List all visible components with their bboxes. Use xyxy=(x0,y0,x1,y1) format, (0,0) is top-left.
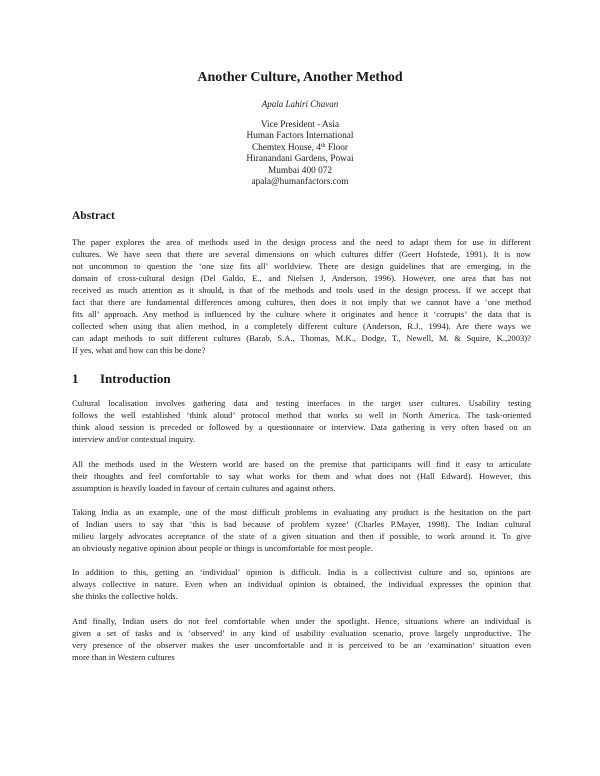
intro-paragraph-4 xyxy=(72,566,531,602)
text-line: In addition to this, getting an ‘individual’ opinion is difficult. India is a collectivist culture and so, opinions are xyxy=(72,567,531,577)
text-line: fact that there are fundamental differences among cultures, then does it not imply that we cannot have a ‘one method xyxy=(72,297,531,307)
intro-paragraph-2 xyxy=(72,458,531,494)
text-line: All the methods used in the Western world are based on the premise that participants will find it easy to articulate xyxy=(72,459,531,469)
text-line: given a set of tasks and is ‘observed’ in any kind of usability evaluation scenario, prove largely unproductive. The xyxy=(72,628,531,638)
text-line: And finally, Indian users do not feel comfortable when under the spotlight. Hence, situations where an individual is xyxy=(72,616,531,626)
affiliation-block xyxy=(0,120,600,188)
author-name: Apala Lahiri Chavan xyxy=(261,99,339,109)
text-line: domain of cross-cultural design (Del Galdo, E., and Nielsen J, Anderson, 1996). However, one area that has not xyxy=(72,273,531,283)
affiliation-email: apala@humanfactors.com xyxy=(251,177,349,188)
text-line: The paper explores the area of methods used in the design process and the need to adapt them for use in different xyxy=(72,237,531,247)
affiliation-address xyxy=(0,143,600,154)
text-line: more than in Western cultures xyxy=(72,652,175,662)
intro-paragraph-5 xyxy=(72,615,531,663)
text-line: of Indian users to say that ‘this is bad because of problem xyzee’ (Charles P.Mayer, 1998). The Indian cultural xyxy=(72,519,531,529)
text-line: very presence of the observer makes the user uncomfortable and it is perceived to be an ‘examination’ situation even xyxy=(72,640,531,650)
text-line: milieu largely advocates acceptance of the state of a given situation and then if possible, to work around it. To give xyxy=(72,531,531,541)
paper-title: Another Culture, Another Method xyxy=(197,70,403,85)
section-heading-introduction xyxy=(72,371,171,387)
text-line: collected when using that alien method, in a completely different culture (Anderson, R.J., 1994). Are there ways we xyxy=(72,321,531,331)
address-suffix: Floor xyxy=(325,142,349,153)
text-line: cultures. We have seen that there are several dimensions on which cultures differ (Geert Hofstede, 1991). It is now xyxy=(72,249,531,259)
abstract-heading: Abstract xyxy=(72,210,115,222)
affiliation-area: Hiranandani Gardens, Powai xyxy=(246,154,354,165)
text-line: always collective in nature. Even when an individual opinion is obtained, the individual expresses the opinion that xyxy=(72,579,531,589)
text-line: can adapt methods to suit different cultures (Barab, S.A., Thomas, M.K., Dodge, T., Newell, M. & Squire, K.,2003)? xyxy=(72,333,531,343)
text-line: interview and/or contextual inquiry. xyxy=(72,434,196,444)
abstract-paragraph xyxy=(72,236,531,356)
section-title: Introduction xyxy=(100,371,171,386)
affiliation-city: Mumbai 400 072 xyxy=(267,165,333,176)
affiliation-role: Vice President - Asia xyxy=(260,120,340,130)
text-line: fits all’ approach. Any method is influenced by the culture where it originates and hence it ‘corrupts’ the data that is xyxy=(72,309,531,319)
text-line: assumption is heavily loaded in favour of certain cultures and against others. xyxy=(72,483,336,493)
text-line: an obviously negative opinion about people or things is uncomfortable for most people. xyxy=(72,543,373,553)
text-line: their thoughts and feel comfortable to say what works for them and what does not (Hall Edward). However, this xyxy=(72,471,531,481)
text-line: think aloud session is preceded or followed by a questionnaire or interview. Data gathering is very often based on an xyxy=(72,422,531,432)
section-number: 1 xyxy=(72,371,79,386)
affiliation-org: Human Factors International xyxy=(246,131,354,142)
address-superscript: th xyxy=(320,142,326,149)
text-line: If yes, what and how can this be done? xyxy=(72,345,206,355)
intro-paragraph-1 xyxy=(72,397,531,445)
text-line: follows the well established ‘think aloud’ protocol method that works so well in North America. The task-oriented xyxy=(72,410,531,420)
text-line: she thinks the collective holds. xyxy=(72,591,178,601)
intro-paragraph-3 xyxy=(72,506,531,554)
text-line: Taking India as an example, one of the most difficult problems in evaluating any product is the hesitation on the part xyxy=(72,507,531,517)
address-prefix: Chemtex House, 4 xyxy=(251,142,321,153)
text-line: received as much attention as it should, is that of the methods and tools used in the design process. If we accept that xyxy=(72,285,531,295)
text-line: not uncommon to question the ‘one size fits all’ worldview. There are design guidelines that are emerging, in the xyxy=(72,261,531,271)
text-line: Cultural localisation involves gathering data and testing interfaces in the target user cultures. Usability testing xyxy=(72,398,531,408)
